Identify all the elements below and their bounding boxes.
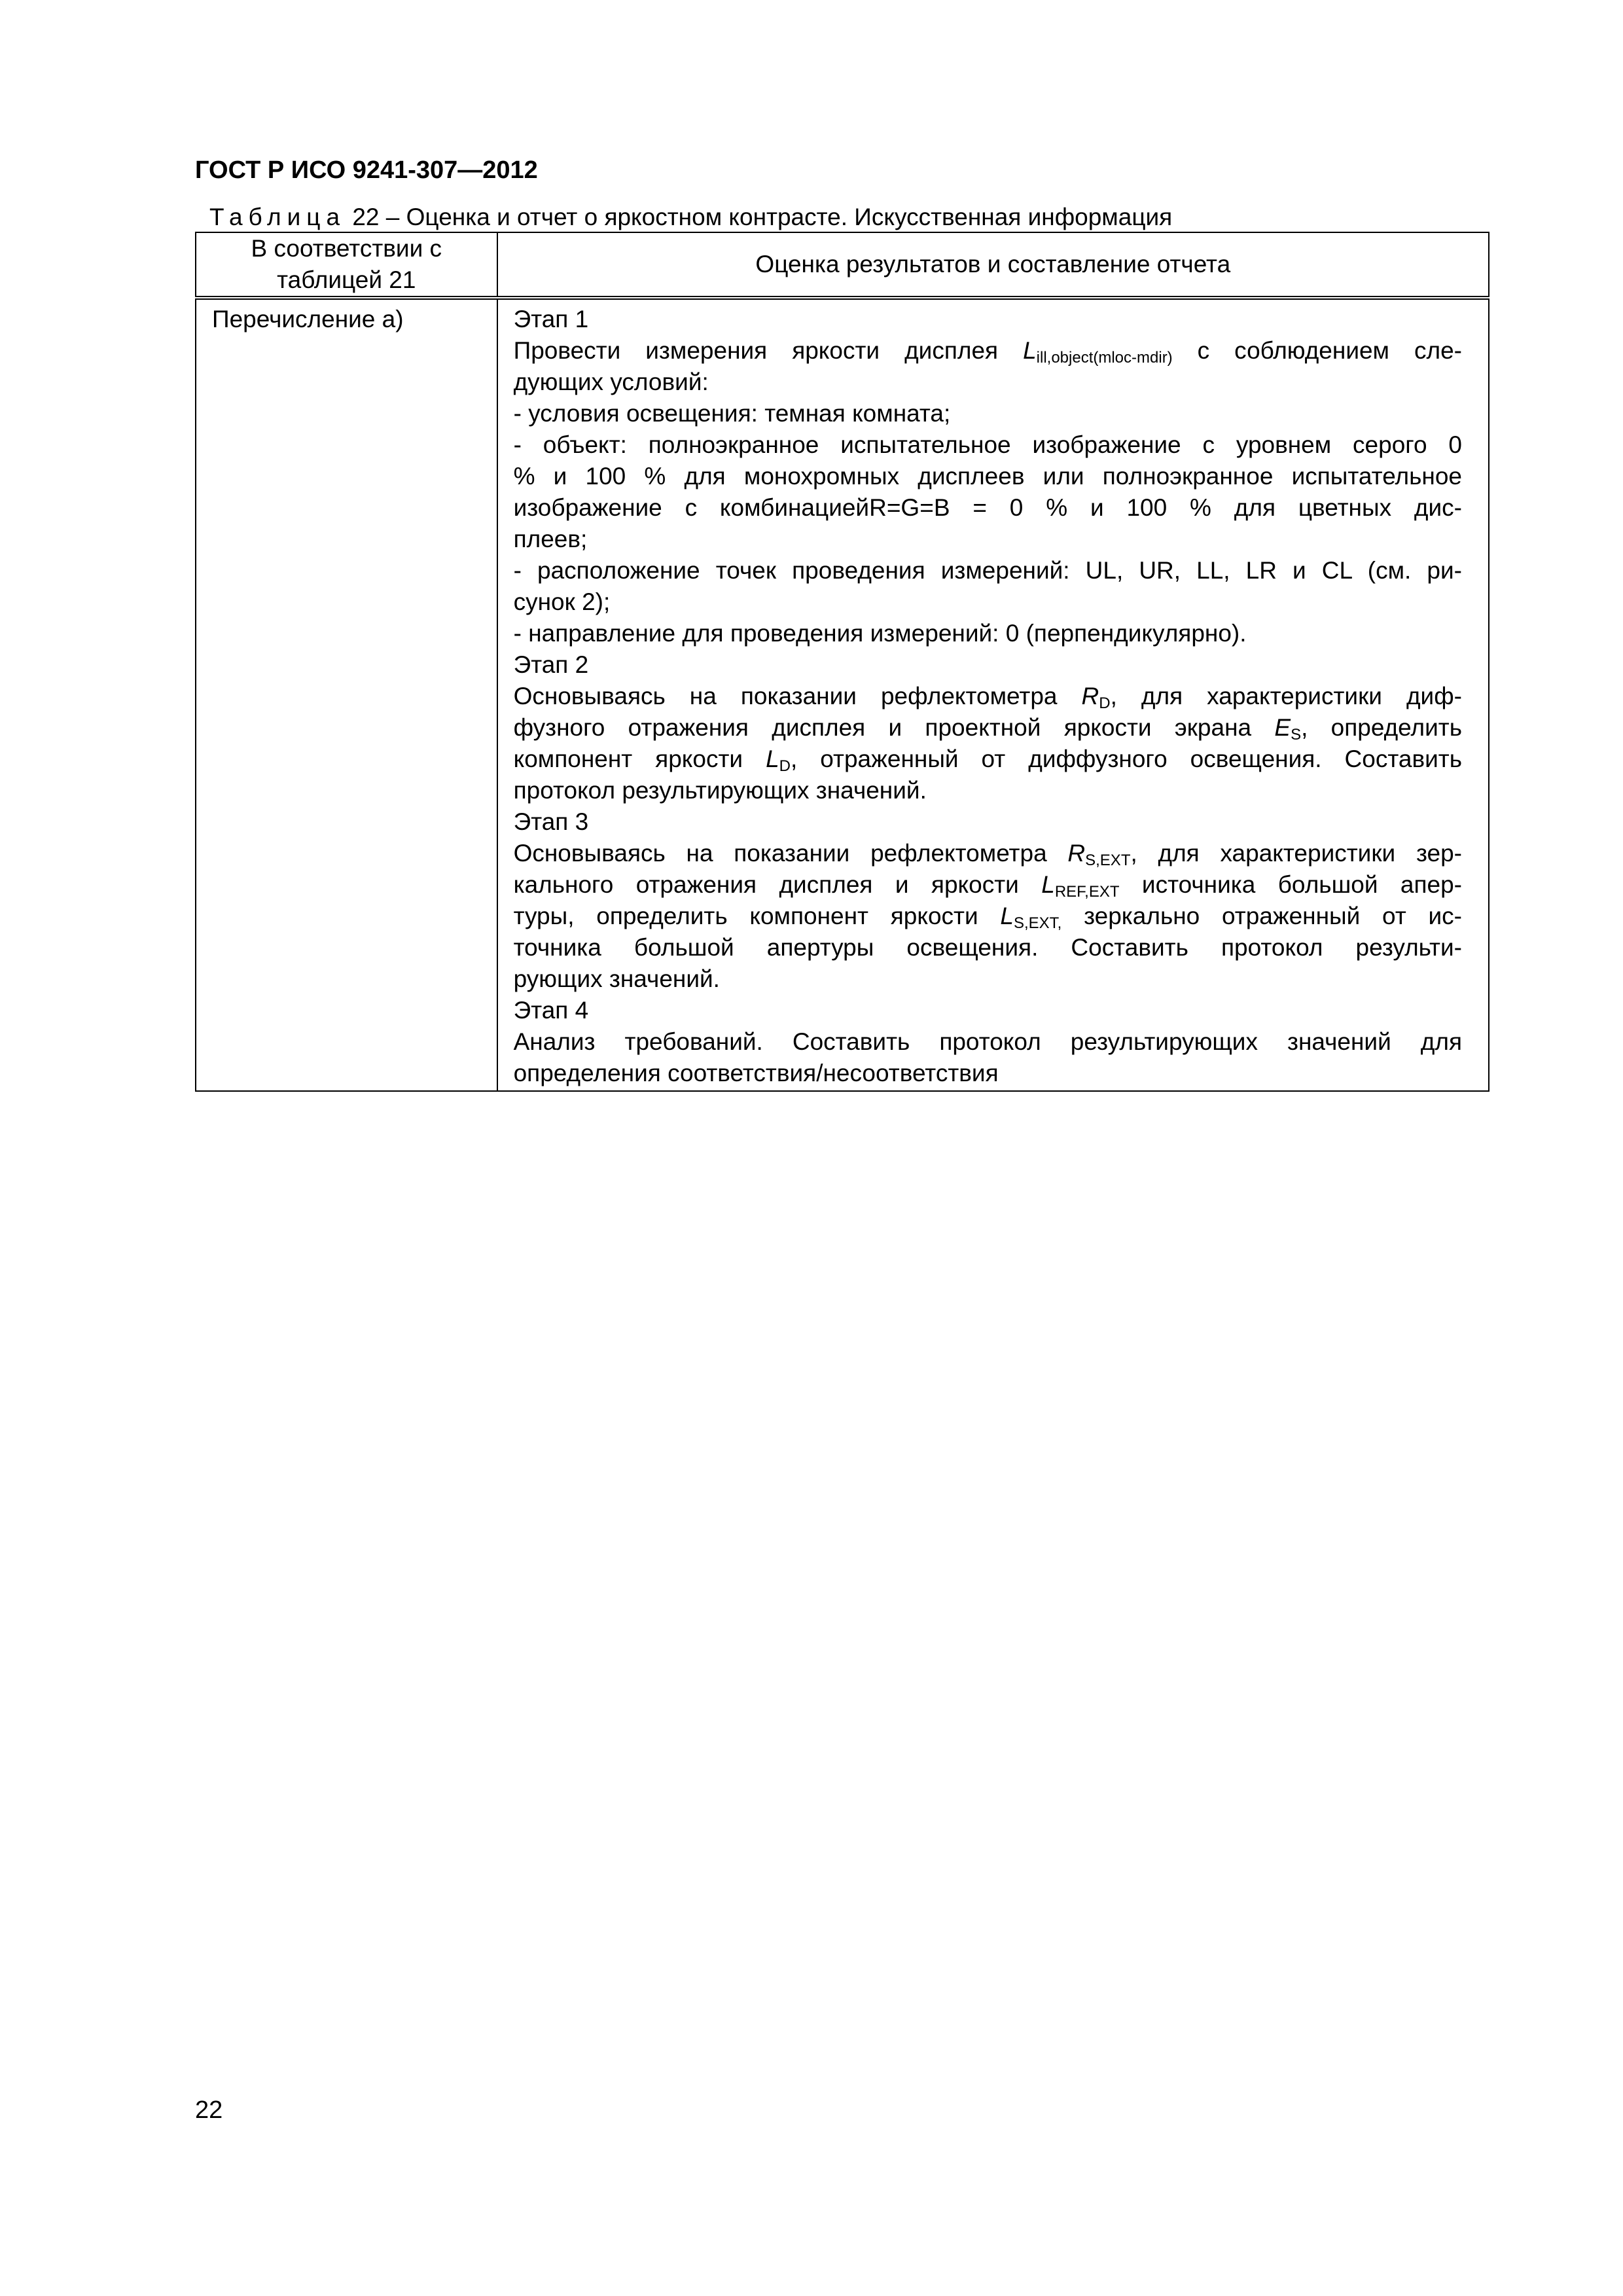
stage-3-line — [514, 901, 1462, 932]
header-cell-reference: В соответствии с таблицей 21 — [196, 232, 497, 298]
stage-1-line: - объект: полноэкранное испытательное изображение с уровнем серого 0 — [513, 431, 1462, 458]
stage-3-line: рующих значений. — [513, 965, 720, 992]
stage-3-line: точника большой апертуры освещения. Составить протокол результи- — [513, 934, 1462, 961]
variable-subscript: D — [779, 757, 791, 775]
variable-subscript: S,EXT — [1085, 852, 1131, 869]
text-fragment: кального отражения дисплея и яркости — [513, 871, 1042, 898]
stage-3-line — [514, 838, 1462, 869]
stage-1-line: сунок 2); — [513, 588, 611, 615]
text-fragment: с соблюдением сле- — [1172, 337, 1462, 364]
text-fragment: зеркально отраженный от ис- — [1061, 903, 1462, 929]
stage-2-line: протокол результирующих значений. — [513, 777, 927, 804]
variable-subscript: S,EXT, — [1013, 914, 1062, 932]
stage-1-line: - условия освещения: темная комната; — [513, 400, 951, 427]
variable-symbol: R — [1067, 840, 1086, 867]
variable-symbol: L — [1023, 337, 1037, 364]
text-fragment: Основываясь на показании рефлектометра — [513, 683, 1082, 709]
text-fragment: компонент яркости — [513, 745, 766, 772]
table-caption-text: 22 – Оценка и отчет о яркостном контрасте. Искусственная информация — [352, 204, 1173, 230]
text-fragment: изображение с комбинацией — [513, 494, 870, 521]
text-fragment: источника большой апер- — [1119, 871, 1462, 898]
stage-1-line: % и 100 % для монохромных дисплеев или полноэкранное испытательное — [513, 463, 1462, 490]
stage-2-title: Этап 2 — [513, 651, 589, 678]
header-cell-evaluation: Оценка результатов и составление отчета — [497, 232, 1489, 298]
variable-subscript: D — [1099, 694, 1111, 712]
stage-2-line — [514, 681, 1462, 712]
document-code: ГОСТ Р ИСО 9241-307—2012 — [195, 156, 538, 184]
stage-4-title: Этап 4 — [513, 997, 589, 1024]
stage-4-line: Анализ требований. Составить протокол результирующих значений для — [513, 1028, 1462, 1055]
text-fragment: Провести измерения яркости дисплея — [513, 337, 1024, 364]
text-fragment: R=G=B = 0 % и 100 % для цветных дис- — [869, 494, 1463, 521]
stage-1-line — [514, 492, 1462, 524]
variable-symbol: L — [766, 745, 779, 772]
text-fragment: , для характеристики диф- — [1110, 683, 1462, 709]
variable-subscript: REF,EXT — [1054, 883, 1120, 901]
stage-1-line: плеев; — [513, 526, 588, 552]
stage-1-line: - расположение точек проведения измерений: UL, UR, LL, LR и CL (см. ри- — [513, 557, 1462, 584]
variable-subscript: ill,object(mloc-mdir) — [1036, 349, 1173, 367]
text-fragment: , отраженный от диффузного освещения. Составить — [791, 745, 1463, 772]
stage-1-title: Этап 1 — [513, 306, 589, 332]
stage-4-line: определения соответствия/несоответствия — [513, 1060, 999, 1086]
text-fragment: , для характеристики зер- — [1130, 840, 1462, 867]
variable-symbol: R — [1081, 683, 1099, 709]
stage-1-line: дующих условий: — [513, 368, 709, 395]
row-procedure-cell — [497, 298, 1489, 1091]
variable-subscript: S — [1291, 726, 1302, 744]
table-caption — [209, 202, 1172, 233]
table-caption-label: Таблица — [209, 204, 346, 230]
text-fragment: фузного отражения дисплея и проектной яркости экрана — [513, 714, 1275, 741]
stage-1-line — [514, 335, 1462, 367]
text-fragment: , определить — [1301, 714, 1463, 741]
text-fragment: туры, определить компонент яркости — [513, 903, 1001, 929]
stage-2-line — [514, 744, 1462, 775]
stage-3-title: Этап 3 — [513, 808, 589, 835]
row-reference-cell: Перечисление а) — [196, 298, 497, 1091]
text-fragment: Основываясь на показании рефлектометра — [513, 840, 1068, 867]
stage-2-line — [514, 712, 1462, 744]
stage-1-line: - направление для проведения измерений: 0 (перпендикулярно). — [513, 620, 1247, 647]
variable-symbol: L — [1000, 903, 1014, 929]
evaluation-table — [195, 232, 1489, 1092]
variable-symbol: L — [1041, 871, 1055, 898]
stage-3-line — [514, 869, 1462, 901]
page-number: 22 — [195, 2096, 223, 2124]
table-row — [196, 298, 1489, 1091]
table-header-row — [196, 232, 1489, 298]
variable-symbol: E — [1274, 714, 1291, 741]
